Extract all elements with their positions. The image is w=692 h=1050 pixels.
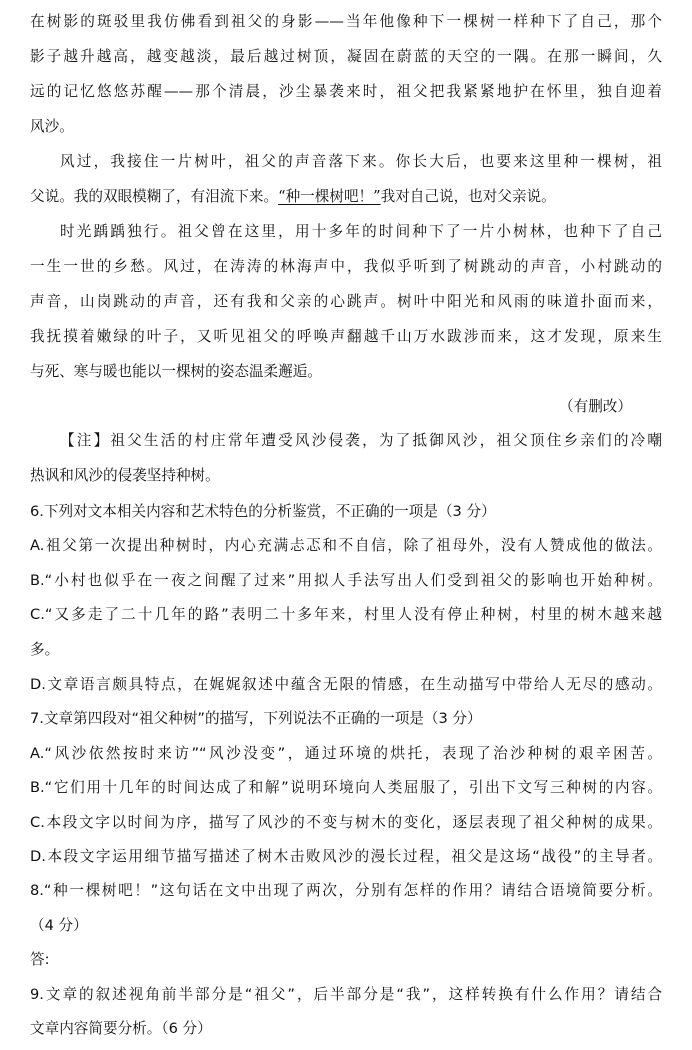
article-p3-line-2: 一生一世的乡愁。风过，在涛涛的林海声中，我似乎听到了树跳动的声音，小村跳动的 xyxy=(30,258,662,275)
article-p2-text-a: 父说。我的双眼模糊了，有泪流下来。 xyxy=(30,188,279,205)
article-p3-line-4: 我抚摸着嫩绿的叶子，又听见祖父的呼唤声翻越千山万水跋涉而来，这才发现，原来生 xyxy=(30,328,662,345)
article-p3-line-1: 时光踽踽独行。祖父曾在这里，用十多年的时间种下了一片小树林，也种下了自己 xyxy=(60,223,662,240)
article-p1-line-1: 在树影的斑驳里我仿佛看到祖父的身影——当年他像种下一棵树一样种下了自己，那个 xyxy=(30,13,662,30)
article-p3-line-3: 声音，山岗跳动的声音，还有我和父亲的心跳声。树叶中阳光和风雨的味道扑面而来， xyxy=(30,293,662,310)
q6-option-d: D.文章语言颇具特点，在娓娓叙述中蕴含无限的情感，在生动描写中带给人无尽的感动。 xyxy=(30,676,662,693)
q7-stem: 7.文章第四段对“祖父种树”的描写，下列说法不正确的一项是（3 分） xyxy=(30,710,482,727)
article-p2-line-2 xyxy=(30,187,662,207)
q6-option-a: A.祖父第一次提出种树时，内心充满忐忑和不自信，除了祖母外，没有人赞成他的做法。 xyxy=(30,537,662,554)
q8-answer-label: 答: xyxy=(30,951,50,968)
source-note: （有删改） xyxy=(559,398,632,415)
article-p1-line-3: 远的记忆悠悠苏醒——那个清晨，沙尘暴袭来时，祖父把我紧紧地护在怀里，独自迎着 xyxy=(30,83,662,100)
article-p2-line-1: 风过，我接住一片树叶，祖父的声音落下来。你长大后，也要来这里种一棵树，祖 xyxy=(60,153,662,170)
q7-option-a: A.“风沙依然按时来访”“风沙没变”，通过环境的烘托，表现了治沙种树的艰辛困苦。 xyxy=(30,745,662,762)
article-p3-line-5: 与死、寒与暖也能以一棵树的姿态温柔邂逅。 xyxy=(30,363,322,380)
q6-option-b: B.“小村也似乎在一夜之间醒了过来”用拟人手法写出人们受到祖父的影响也开始种树。 xyxy=(30,572,662,589)
q6-option-c-line-1: C.“又多走了二十几年的路”表明二十多年来，村里人没有停止种树，村里的树木越来越 xyxy=(30,606,662,623)
q6-stem: 6.下列对文本相关内容和艺术特色的分析鉴赏，不正确的一项是（3 分） xyxy=(30,503,496,520)
note-line-1: 【注】祖父生活的村庄常年遭受风沙侵袭，为了抵御风沙，祖父顶住乡亲们的冷嘲 xyxy=(60,432,662,449)
q8-score: （4 分） xyxy=(30,917,88,934)
q9-stem-line-2: 文章内容简要分析。（6 分） xyxy=(30,1020,212,1037)
underlined-quote: “种一棵树吧！” xyxy=(278,188,381,205)
article-p1-line-4: 风沙。 xyxy=(30,118,74,135)
note-line-2: 热讽和风沙的侵袭坚持种树。 xyxy=(30,467,220,484)
q9-stem-line-1: 9.文章的叙述视角前半部分是“祖父”，后半部分是“我”，这样转换有什么作用？请结合 xyxy=(30,986,662,1003)
q7-option-b: B.“它们用十几年的时间达成了和解”说明环境向人类屈服了，引出下文写三种树的内容。 xyxy=(30,779,662,796)
q6-option-c-line-2: 多。 xyxy=(30,641,60,658)
q7-option-d: D.本段文字运用细节描写描述了树木击败风沙的漫长过程，祖父是这场“战役”的主导者。 xyxy=(30,848,662,865)
q8-stem: 8.“种一棵树吧！”这句话在文中出现了两次，分别有怎样的作用？请结合语境简要分析。 xyxy=(30,882,662,899)
article-p2-text-b: 我对自己说，也对父亲说。 xyxy=(380,188,556,205)
article-p1-line-2: 影子越升越高，越变越淡，最后越过树顶，凝固在蔚蓝的天空的一隅。在那一瞬间，久 xyxy=(30,48,662,65)
q7-option-c: C.本段文字以时间为序，描写了风沙的不变与树木的变化，逐层表现了祖父种树的成果。 xyxy=(30,814,662,831)
